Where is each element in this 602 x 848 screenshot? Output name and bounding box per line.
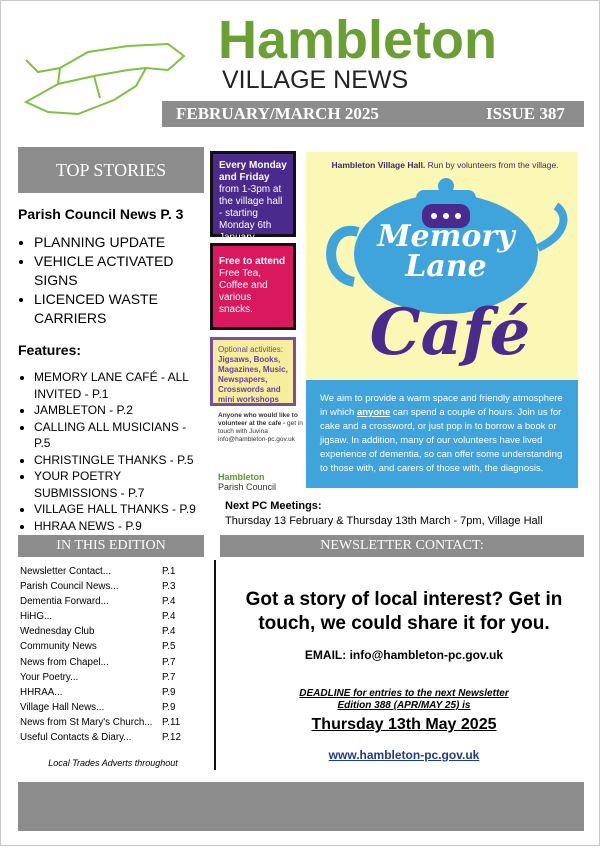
- list-item: • CHRISTINGLE THANKS - P.5: [34, 452, 204, 469]
- schedule-text: from 1-3pm at the village hall - starting Monday 6th January: [219, 184, 283, 243]
- table-row: [20, 730, 200, 745]
- toc-title: HiHG...: [20, 611, 53, 623]
- schedule-box: [210, 151, 296, 243]
- volunteer-note: [218, 412, 304, 444]
- list-item: • PLANNING UPDATE: [34, 233, 204, 252]
- poster-description: [306, 380, 578, 488]
- pc-logo-line1: Hambleton: [218, 472, 265, 482]
- toc-page: P.9: [162, 701, 176, 713]
- poster-title-line2: Lane: [405, 249, 487, 284]
- list-item: • VILLAGE HALL THANKS - P.9: [34, 501, 204, 518]
- in-this-edition-heading: IN THIS EDITION: [18, 535, 204, 557]
- poster-title-line1: Memory: [377, 219, 515, 254]
- toc-title: Useful Contacts & Diary...: [20, 732, 132, 744]
- parish-council-logo: [218, 472, 276, 492]
- deadline-date: Thursday 13th May 2025: [311, 716, 497, 733]
- free-bold: Free to attend: [219, 256, 286, 267]
- table-row: [20, 685, 200, 700]
- list-item: • YOUR POETRY SUBMISSIONS - P.7: [34, 468, 204, 501]
- column-divider: [214, 560, 216, 770]
- free-text: Free Tea, Coffee and various snacks.: [219, 268, 268, 315]
- toc-title: Parish Council News...: [20, 581, 119, 593]
- local-trades-note: Local Trades Adverts throughout: [48, 758, 178, 768]
- toc-page: P.12: [162, 732, 181, 744]
- activities-box: [210, 337, 296, 406]
- table-row: [20, 700, 200, 715]
- issue-number: ISSUE 387: [486, 104, 565, 123]
- toc-title: Community News: [20, 641, 97, 653]
- poster-heading: [320, 160, 570, 170]
- masthead-subtitle: VILLAGE NEWS: [222, 66, 409, 94]
- toc-title: Your Poetry...: [20, 671, 79, 683]
- poster-title-cafe: Café: [369, 295, 531, 370]
- table-row: [20, 579, 200, 594]
- poster-desc-1: We aim to provide a warm space and friendly atmosphere in which: [320, 393, 563, 418]
- toc-title: Wednesday Club: [20, 626, 95, 638]
- masthead-title: Hambleton: [218, 10, 498, 70]
- parish-items-list: [18, 233, 204, 328]
- toc-page: P.5: [162, 641, 176, 653]
- table-row: [20, 564, 200, 579]
- contact-email[interactable]: EMAIL: info@hambleton-pc.gov.uk: [304, 648, 504, 662]
- toc-page: P.4: [162, 611, 176, 623]
- toc-title: Newsletter Contact...: [20, 566, 111, 577]
- toc-title: Dementia Forward...: [20, 596, 109, 608]
- parish-council-heading: Parish Council News P. 3: [18, 206, 184, 222]
- toc-page: P.7: [162, 671, 176, 683]
- table-row: [20, 670, 200, 685]
- footer-bar: [18, 782, 584, 831]
- website-link[interactable]: www.hambleton-pc.gov.uk: [328, 748, 480, 762]
- toc-page: P.9: [162, 686, 176, 698]
- toc-page: P.4: [162, 596, 176, 608]
- deadline-text: [236, 688, 572, 712]
- list-item: • VEHICLE ACTIVATED SIGNS: [34, 252, 204, 290]
- schedule-bold: Every Monday and Friday: [219, 160, 287, 183]
- table-row: [20, 624, 200, 639]
- activities-text: Jigsaws, Books, Magazines, Music, Newspapers, Crosswords and mini workshops: [218, 355, 288, 404]
- toc-page: P.7: [162, 656, 176, 668]
- volunteer-text: get in touch with Juvina info@hambleton-pc.gov.uk: [218, 420, 303, 443]
- toc-title: Village Hall News...: [20, 701, 105, 713]
- list-item: • HHRAA NEWS - P.9: [34, 518, 204, 535]
- deadline-line1: DEADLINE for entries to the next Newsletter: [299, 688, 509, 699]
- features-list: [18, 369, 204, 534]
- list-item: • CALLING ALL MUSICIANS - P.5: [34, 419, 204, 452]
- list-item: • JAMBLETON - P.2: [34, 402, 204, 419]
- volunteer-bold: Anyone who would like to volunteer at the cafe -: [218, 412, 298, 427]
- activities-label: Optional activities:: [218, 345, 283, 354]
- toc-page: P.4: [162, 626, 176, 638]
- toc-page: P.11: [162, 716, 181, 728]
- deadline-line2: Edition 388 (APR/MAY 25) is: [337, 700, 471, 711]
- pc-logo-line2: Parish Council: [218, 482, 277, 492]
- poster-head-bold: Hambleton Village Hall.: [331, 160, 426, 170]
- poster-desc-2: can spend a couple of hours. Join us for cake and a crossword, or just pop in to borrow a book or jigsaw. In addition, many of our volunteers have lived experience of dementia, so can offer some understanding to those with, and carers of those with, the diagnosis.: [320, 407, 563, 474]
- poster-title-memory-lane: [356, 219, 536, 284]
- toc-title: News from Chapel...: [20, 656, 109, 668]
- table-row: [20, 639, 200, 654]
- toc-page: P.1: [162, 566, 176, 577]
- features-heading: Features:: [18, 342, 82, 358]
- table-row: [20, 715, 200, 730]
- top-stories-heading: TOP STORIES: [18, 147, 204, 193]
- poster-head-text: Run by volunteers from the village.: [427, 160, 559, 170]
- table-row: [20, 655, 200, 670]
- newsletter-contact-heading: NEWSLETTER CONTACT:: [220, 535, 584, 557]
- table-row: [20, 609, 200, 624]
- toc-title: News from St Mary's Church...: [20, 716, 153, 728]
- list-item: • LICENCED WASTE CARRIERS: [34, 290, 204, 328]
- list-item: • MEMORY LANE CAFÉ - ALL INVITED - P.1: [34, 369, 204, 402]
- contact-headline: Got a story of local interest? Get in touch, we could share it for you.: [245, 589, 563, 634]
- next-pc-heading: Next PC Meetings:: [225, 500, 322, 512]
- table-row: [20, 594, 200, 609]
- free-box: [210, 243, 296, 330]
- next-pc-text: Thursday 13 February & Thursday 13th March - 7pm, Village Hall: [225, 515, 543, 527]
- poster-desc-anyone: anyone: [356, 407, 391, 418]
- toc-title: HHRAA...: [20, 686, 63, 698]
- toc-page: P.3: [162, 581, 176, 593]
- edition-contents-list: [20, 564, 200, 745]
- issue-date: FEBRUARY/MARCH 2025: [176, 104, 379, 123]
